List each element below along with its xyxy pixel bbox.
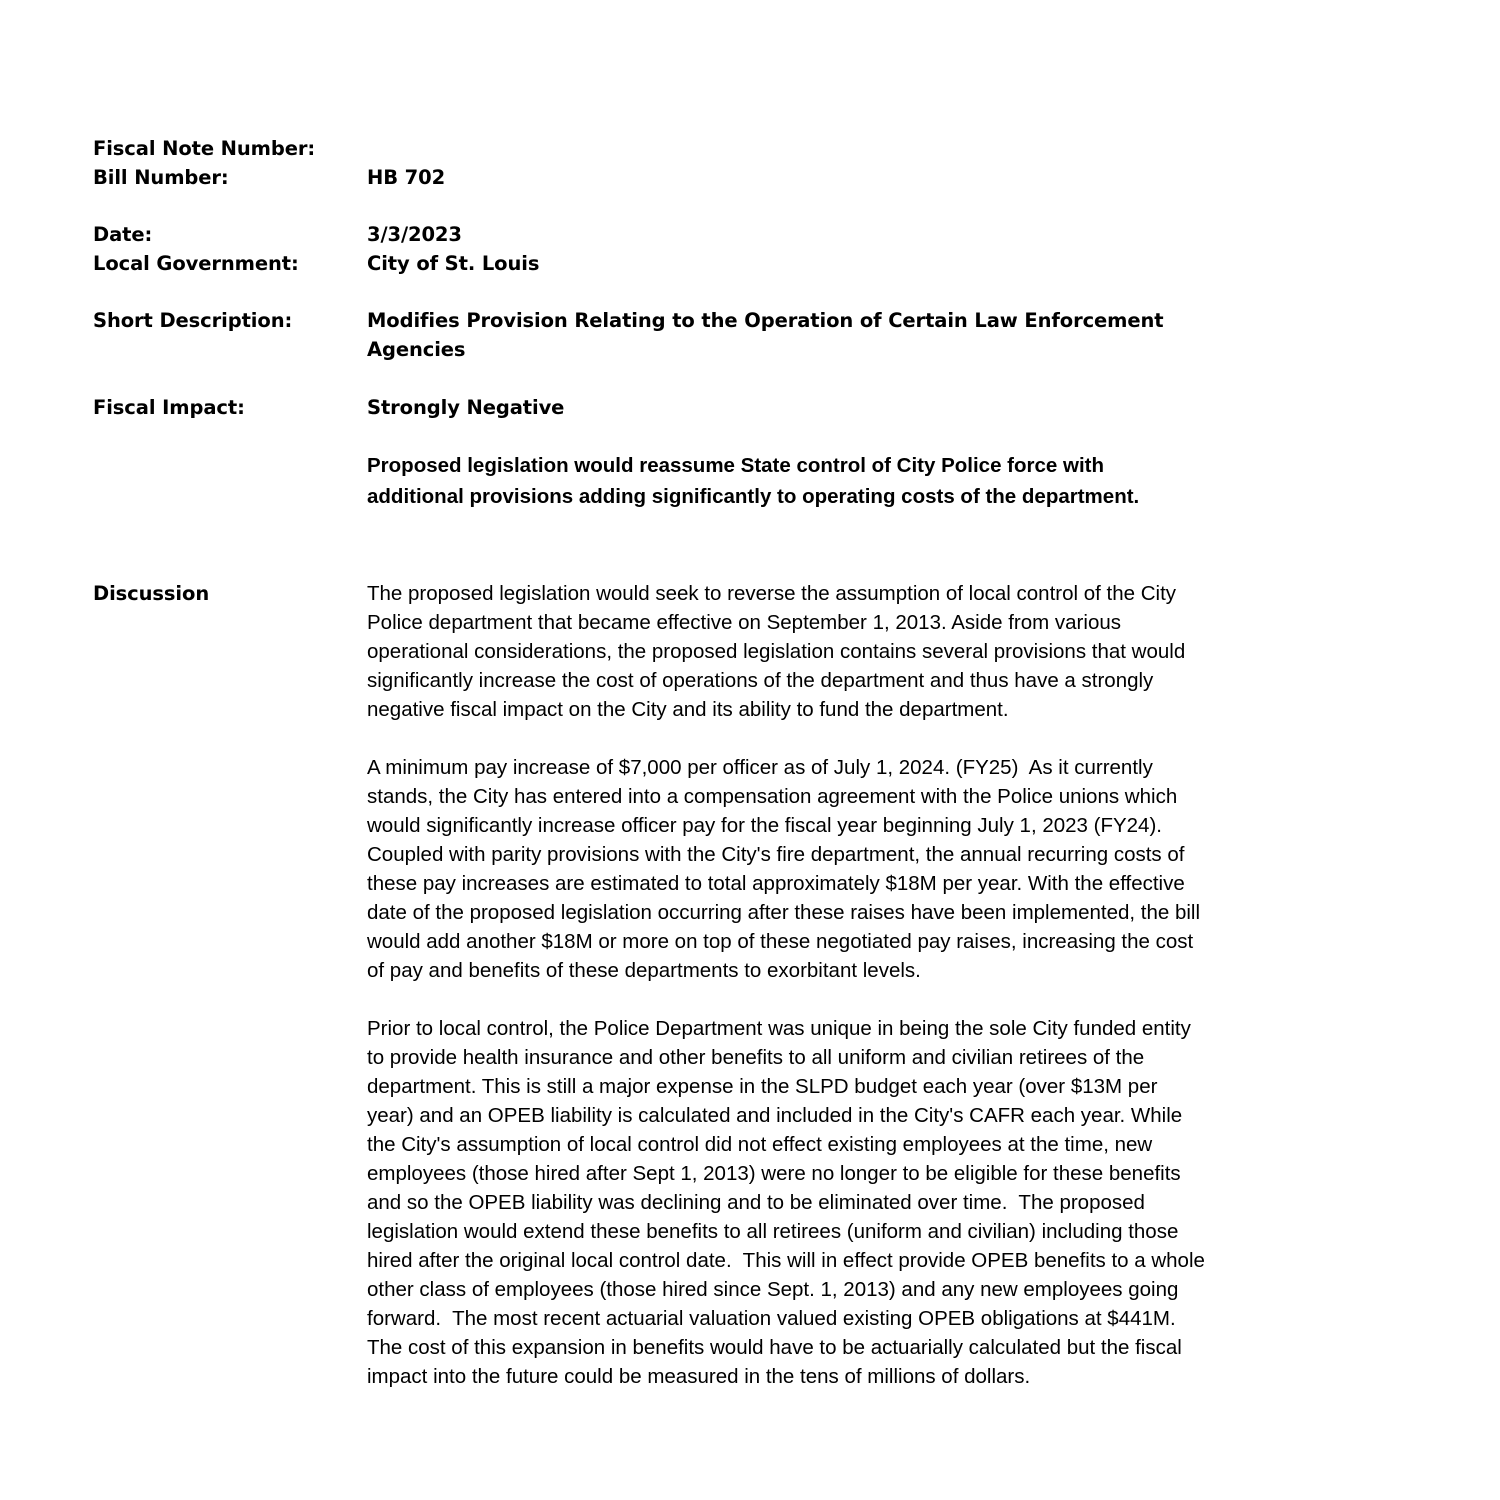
impact-note-spacer [0, 422, 1500, 451]
fiscal-impact-value: Strongly Negative [367, 396, 565, 419]
discussion-label: Discussion [93, 582, 210, 605]
short-description-label: Short Description: [93, 309, 293, 332]
discussion-paragraph: The proposed legislation would seek to reverse the assumption of local control of the City Police department that became effective on September 1, 2013. Aside from various operational considerations, the proposed legislation contains several provisions that would significantly increase the cost of operations of the department and thus have a strongly negative fiscal impact on the City and its ability to fund the department. [367, 582, 1191, 721]
discussion-section [0, 579, 1500, 1391]
bill-number-label: Bill Number: [93, 166, 229, 189]
local-government-value: City of St. Louis [367, 252, 540, 275]
fiscal-impact-label: Fiscal Impact: [93, 396, 245, 419]
bill-number-value: HB 702 [367, 166, 446, 189]
header-row-fiscal-impact [93, 393, 1208, 422]
discussion-body [367, 579, 1211, 1391]
fiscal-note-header [93, 134, 1208, 422]
header-row-date [93, 220, 1208, 249]
header-spacer-2 [93, 278, 1208, 306]
discussion-paragraph: Prior to local control, the Police Department was unique in being the sole City funded entity to provide health insurance and other benefits to all uniform and civilian retirees of the department. This is still a major expense in the SLPD budget each year (over $13M per year) and an OPEB liability is calculated and included in the City's CAFR each year. While the City's assumption of local control did not effect existing employees at the time, new employees (those hired after Sept 1, 2013) were no longer to be eligible for these benefits and so the OPEB liability was declining and to be eliminated over time. The proposed legislation would extend these benefits to all retirees (uniform and civilian) including those hired after the original local control date. This will in effect provide OPEB benefits to a whole other class of employees (those hired since Sept. 1, 2013) and any new employees going forward. The most recent actuarial valuation valued existing OPEB obligations at $441M. The cost of this expansion in benefits would have to be actuarially calculated but the fiscal impact into the future could be measured in the tens of millions of dollars. [367, 1017, 1211, 1388]
discussion-paragraph: A minimum pay increase of $7,000 per officer as of July 1, 2024. (FY25) As it currently stands, the City has entered into a compensation agreement with the Police unions which would significantly increase officer pay for the fiscal year beginning July 1, 2023 (FY24). Coupled with parity provisions with the City's fire department, the annual recurring costs of these pay increases are estimated to total approximately $18M per year. With the effective date of the proposed legislation occurring after these raises have been implemented, the bill would add another $18M or more on top of these negotiated pay raises, increasing the cost of pay and benefits of these departments to exorbitant levels. [367, 756, 1206, 982]
header-row-fiscal-note-number [93, 134, 1208, 163]
fiscal-impact-note: Proposed legislation would reassume State control of City Police force with additional provisions adding significantly to operating costs of the department. [367, 454, 1140, 508]
header-spacer-3 [93, 364, 1208, 393]
short-description-value: Modifies Provision Relating to the Operation of Certain Law Enforcement Agencies [367, 309, 1164, 361]
header-spacer-1 [93, 192, 1208, 220]
header-row-local-government [93, 249, 1208, 278]
header-row-bill-number [93, 163, 1208, 192]
local-government-label: Local Government: [93, 252, 299, 275]
date-value: 3/3/2023 [367, 223, 462, 246]
header-row-short-description [93, 306, 1208, 364]
fiscal-note-number-label: Fiscal Note Number: [93, 137, 316, 160]
date-label: Date: [93, 223, 153, 246]
